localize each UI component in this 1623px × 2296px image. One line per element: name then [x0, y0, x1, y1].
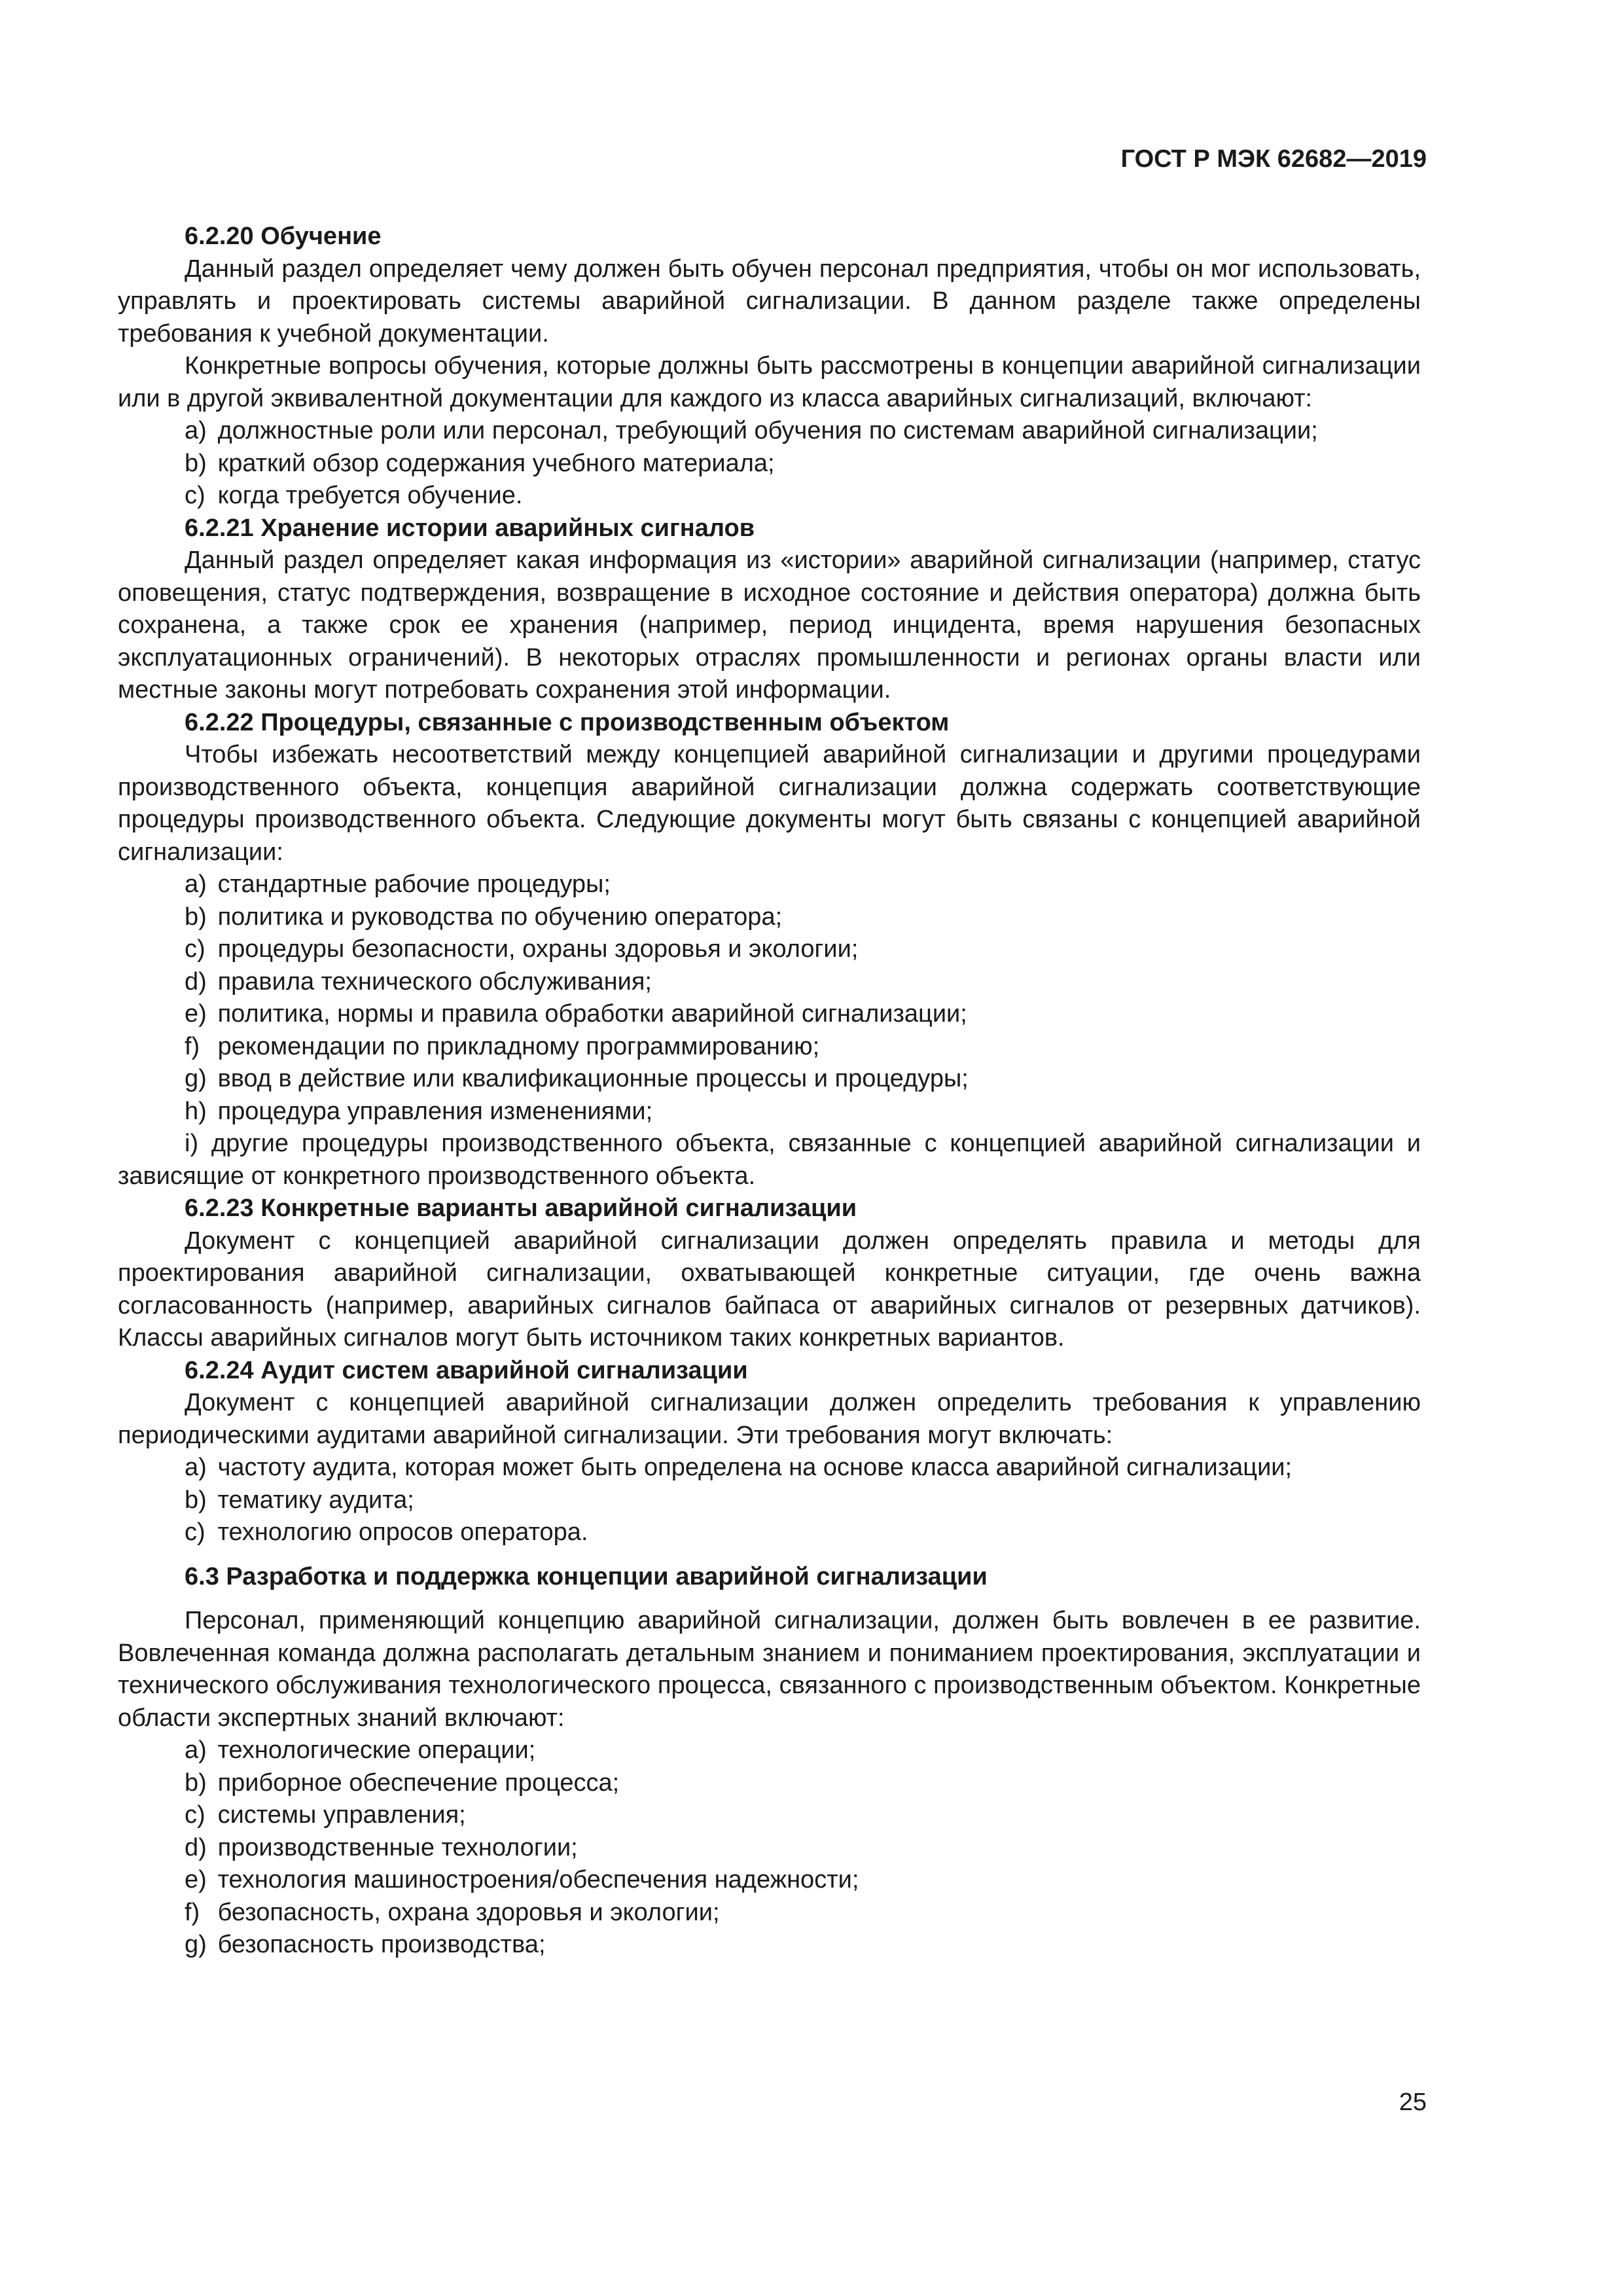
section-heading-6-2-21: 6.2.21 Хранение истории аварийных сигналов [185, 514, 755, 542]
list-item-wrapped: i) другие процедуры производственного объекта, связанные с концепцией аварийной сигнализации и зависящие от конкретного производственного объекта. [118, 1130, 1421, 1190]
list-item: e) технология машиностроения/обеспечения надежности; [185, 1866, 859, 1893]
paragraph: Данный раздел определяет какая информация из «истории» аварийной сигнализации (например, статус оповещения, статус подтверждения, возвращение в исходное состояние и действия оператора) должна быть сохранена, а также срок ее хранения (например, период инцидента, время нарушения безопасных эксплуатационных ограничений). В некоторых отраслях промышленности и регионах органы власти или местные законы могут потребовать сохранения этой информации. [118, 547, 1421, 704]
list-item: h) процедура управления изменениями; [185, 1097, 653, 1125]
section-heading-6-2-22: 6.2.22 Процедуры, связанные с производственным объектом [185, 708, 950, 736]
paragraph: Конкретные вопросы обучения, которые должны быть рассмотрены в концепции аварийной сигнализации или в другой эквивалентной документации для каждого из класса аварийных сигнализаций, включают: [118, 352, 1421, 412]
page-content [118, 221, 1421, 1962]
list-item: f) рекомендации по прикладному программированию; [185, 1032, 820, 1060]
list-item: c) когда требуется обучение. [185, 482, 523, 509]
section-heading-6-3: 6.3 Разработка и поддержка концепции аварийной сигнализации [185, 1562, 988, 1590]
paragraph: Чтобы избежать несоответствий между концепцией аварийной сигнализации и другими процедурами производственного объекта, концепция аварийной сигнализации должна содержать соответствующие процедуры производственного объекта. Следующие документы могут быть связаны с концепцией аварийной сигнализации: [118, 741, 1421, 866]
list-item: b) политика и руководства по обучению оператора; [185, 903, 783, 931]
page-number: 25 [1399, 2089, 1427, 2116]
paragraph: Документ с концепцией аварийной сигнализации должен определить требования к управлению периодическими аудитами аварийной сигнализации. Эти требования могут включать: [118, 1389, 1421, 1449]
list-item: a) стандартные рабочие процедуры; [185, 870, 611, 898]
list-item: a) частоту аудита, которая может быть определена на основе класса аварийной сигнализации; [185, 1454, 1293, 1481]
list-item: b) приборное обеспечение процесса; [185, 1768, 620, 1797]
list-item: c) технологию опросов оператора. [185, 1518, 588, 1546]
section-heading-6-2-20: 6.2.20 Обучение [185, 223, 382, 250]
list-item: c) процедуры безопасности, охраны здоровья и экологии; [185, 935, 859, 963]
standard-header: ГОСТ Р МЭК 62682—2019 [1120, 145, 1427, 173]
paragraph: Персонал, применяющий концепцию аварийной сигнализации, должен быть вовлечен в ее развитие. Вовлеченная команда должна располагать детальным знанием и пониманием проектирования, эксплуатации и технического обслуживания технологического процесса, связанного с производственным объектом. Конкретные области экспертных знаний включают: [118, 1607, 1421, 1732]
list-item: c) системы управления; [185, 1801, 466, 1829]
list-item: a) должностные роли или персонал, требующий обучения по системам аварийной сигнализации; [185, 417, 1318, 444]
section-heading-6-2-23: 6.2.23 Конкретные варианты аварийной сигнализации [185, 1194, 857, 1222]
list-item: f) безопасность, охрана здоровья и экологии; [185, 1898, 720, 1926]
list-item: d) правила технического обслуживания; [185, 967, 652, 996]
paragraph: Данный раздел определяет чему должен быть обучен персонал предприятия, чтобы он мог использовать, управлять и проектировать системы аварийной сигнализации. В данном разделе также определены требования к учебной документации. [118, 255, 1421, 348]
list-item: d) производственные технологии; [185, 1833, 578, 1861]
list-item: e) политика, нормы и правила обработки аварийной сигнализации; [185, 1000, 967, 1028]
list-item: b) краткий обзор содержания учебного материала; [185, 449, 775, 477]
section-heading-6-2-24: 6.2.24 Аудит систем аварийной сигнализации [185, 1356, 748, 1384]
list-item: g) ввод в действие или квалификационные процессы и процедуры; [185, 1065, 969, 1092]
list-item: b) тематику аудита; [185, 1486, 414, 1514]
list-item: g) безопасность производства; [185, 1931, 546, 1958]
list-item: a) технологические операции; [185, 1736, 536, 1764]
paragraph: Документ с концепцией аварийной сигнализации должен определять правила и методы для проектирования аварийной сигнализации, охватывающей конкретные ситуации, где очень важна согласованность (например, аварийных сигналов байпаса от аварийных сигналов от резервных датчиков). Классы аварийных сигналов могут быть источником таких конкретных вариантов. [118, 1227, 1421, 1352]
